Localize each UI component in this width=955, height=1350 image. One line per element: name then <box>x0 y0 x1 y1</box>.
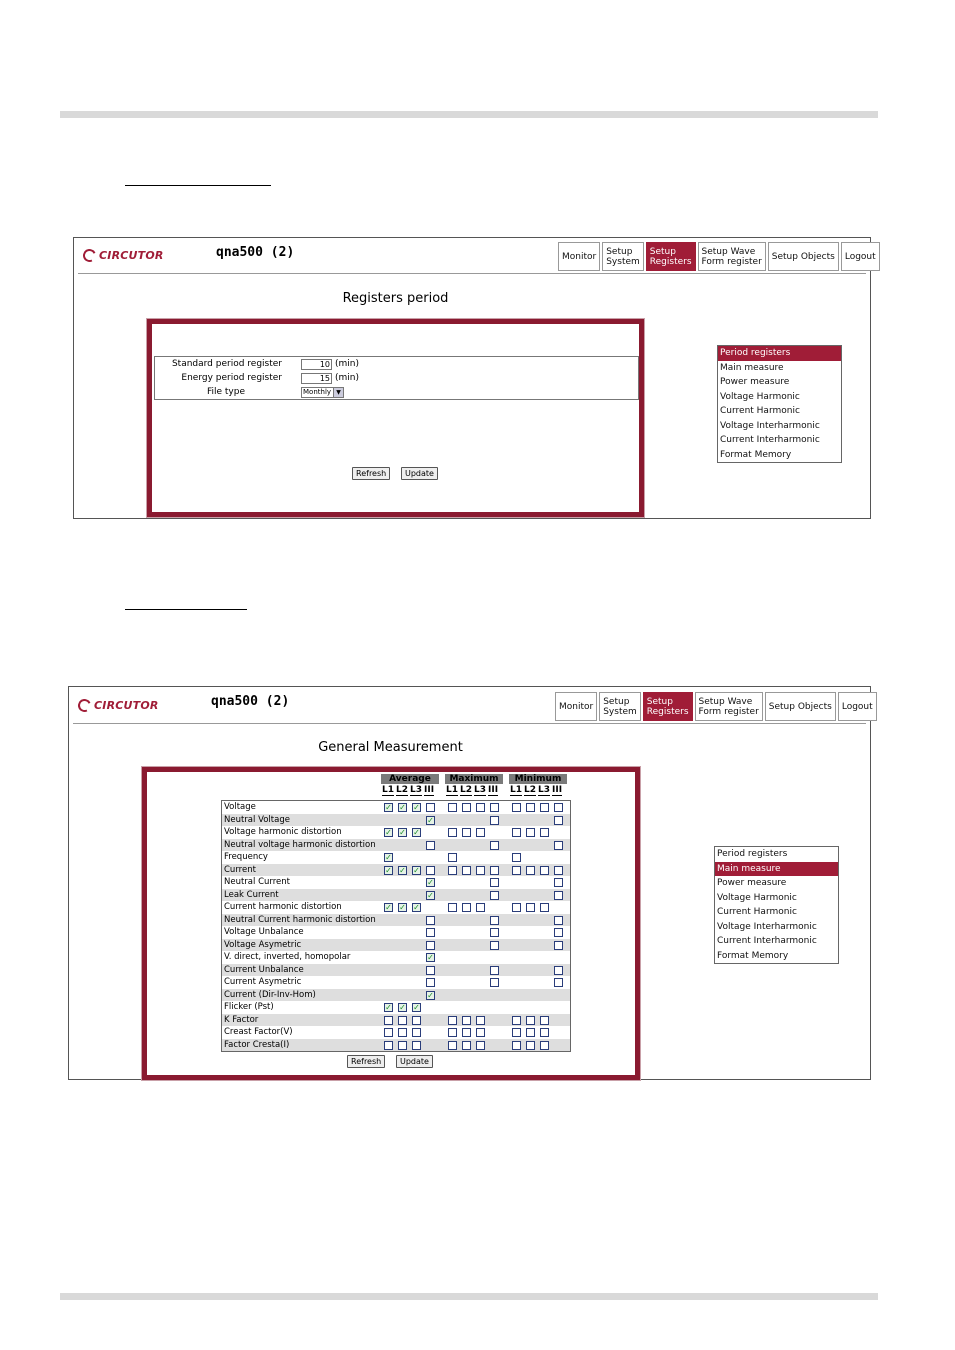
measurement-label: Voltage Unbalance <box>224 927 304 937</box>
checkbox-unchecked[interactable] <box>426 966 435 975</box>
measurement-label: Neutral voltage harmonic distortion <box>224 839 376 850</box>
side-menu-item[interactable]: Current Harmonic <box>717 907 797 917</box>
checkbox-unchecked[interactable] <box>462 1028 471 1037</box>
checkbox-unchecked[interactable] <box>448 903 457 912</box>
checkbox-checked[interactable]: ✓ <box>399 865 406 875</box>
checkbox-unchecked[interactable] <box>426 978 435 987</box>
column-header: L3 <box>538 785 550 795</box>
measurement-table <box>221 800 571 1052</box>
checkbox-unchecked[interactable] <box>554 866 563 875</box>
standard-period-label: Standard period register <box>171 359 282 369</box>
header-divider <box>73 723 866 724</box>
checkbox-unchecked[interactable] <box>448 1016 457 1025</box>
checkbox-unchecked[interactable] <box>526 866 535 875</box>
measurement-row <box>222 1026 570 1039</box>
standard-period-row <box>155 359 635 371</box>
checkbox-unchecked[interactable] <box>476 803 485 812</box>
checkbox-unchecked[interactable] <box>540 1041 549 1050</box>
checkbox-unchecked[interactable] <box>412 1041 421 1050</box>
top-nav <box>555 692 877 721</box>
screenshot-registers-period <box>73 237 876 519</box>
nav-setup-system-button[interactable]: Setup System <box>602 242 644 271</box>
side-menu-item[interactable]: Power measure <box>717 878 787 888</box>
nav-setup-objects-button[interactable]: Setup Objects <box>765 692 836 721</box>
update-button[interactable]: Update <box>396 1055 433 1068</box>
measurement-row <box>222 964 570 977</box>
measurement-row <box>222 1039 570 1052</box>
checkbox-unchecked[interactable] <box>512 853 521 862</box>
measurement-row <box>222 839 570 852</box>
measurement-label: Leak Current <box>224 889 279 900</box>
side-menu-item[interactable]: Power measure <box>720 377 790 387</box>
standard-period-input[interactable]: 10 <box>301 359 332 370</box>
checkbox-unchecked[interactable] <box>462 1016 471 1025</box>
group-header-average: Average <box>381 774 439 784</box>
measurement-label: Voltage harmonic distortion <box>224 827 342 837</box>
checkbox-checked[interactable]: ✓ <box>385 828 392 837</box>
column-header: III <box>488 785 499 795</box>
measurement-row <box>222 1001 570 1014</box>
checkbox-unchecked[interactable] <box>448 1041 457 1050</box>
measurement-row <box>222 914 570 927</box>
measurement-row <box>222 889 570 902</box>
energy-period-input[interactable]: 15 <box>301 373 332 384</box>
side-menu-item[interactable]: Current Interharmonic <box>717 936 817 946</box>
nav-logout-button[interactable]: Logout <box>838 692 877 721</box>
side-menu-item[interactable]: Current Harmonic <box>720 406 800 416</box>
checkbox-unchecked[interactable] <box>448 866 457 875</box>
side-menu-item[interactable]: Format Memory <box>717 950 789 961</box>
checkbox-unchecked[interactable] <box>554 966 563 975</box>
measurement-label: V. direct, inverted, homopolar <box>224 952 351 962</box>
side-menu-item[interactable]: Voltage Interharmonic <box>720 420 820 431</box>
checkbox-unchecked[interactable] <box>540 866 549 875</box>
checkbox-unchecked[interactable] <box>490 878 499 887</box>
checkbox-unchecked[interactable] <box>512 803 521 812</box>
measurement-label: Current harmonic distortion <box>224 902 342 912</box>
circutor-logo-icon <box>81 247 98 264</box>
checkbox-unchecked[interactable] <box>540 828 549 837</box>
file-type-label: File type <box>206 387 245 397</box>
checkbox-unchecked[interactable] <box>526 828 535 837</box>
side-menu-item[interactable]: Period registers <box>717 849 788 859</box>
checkbox-checked[interactable]: ✓ <box>427 878 434 887</box>
side-menu-item[interactable]: Main measure <box>720 362 784 373</box>
checkbox-unchecked[interactable] <box>540 803 549 812</box>
measurement-label: Current <box>224 864 256 875</box>
nav-setup-wave-form-register-button[interactable]: Setup Wave Form register <box>695 692 763 721</box>
measurement-label: Current Asymetric <box>224 977 302 987</box>
checkbox-unchecked[interactable] <box>426 941 435 950</box>
refresh-button[interactable]: Refresh <box>352 467 390 480</box>
measurement-row <box>222 926 570 939</box>
checkbox-unchecked[interactable] <box>384 1041 393 1050</box>
checkbox-unchecked[interactable] <box>526 1041 535 1050</box>
checkbox-checked[interactable]: ✓ <box>413 865 420 875</box>
column-header: III <box>424 785 435 795</box>
checkbox-checked[interactable]: ✓ <box>385 865 392 875</box>
checkbox-checked[interactable]: ✓ <box>413 828 420 837</box>
column-header: L1 <box>382 785 394 795</box>
nav-setup-objects-button[interactable]: Setup Objects <box>768 242 839 271</box>
checkbox-unchecked[interactable] <box>448 803 457 812</box>
standard-period-unit: (min) <box>335 359 359 369</box>
measurement-label: Current Unbalance <box>224 964 304 975</box>
checkbox-unchecked[interactable] <box>448 1028 457 1037</box>
checkbox-checked[interactable]: ✓ <box>413 1003 420 1012</box>
measurement-label: Frequency <box>224 852 268 862</box>
side-menu-item[interactable]: Format Memory <box>720 449 792 460</box>
device-title: qna500 (2) <box>211 694 290 709</box>
checkbox-unchecked[interactable] <box>476 1041 485 1050</box>
side-menu-item[interactable]: Voltage Harmonic <box>717 892 797 903</box>
page-title: Registers period <box>342 291 449 306</box>
checkbox-unchecked[interactable] <box>554 916 563 925</box>
file-type-row <box>155 387 635 399</box>
checkbox-unchecked[interactable] <box>448 828 457 837</box>
measurement-row <box>222 951 570 964</box>
energy-period-row <box>155 373 635 385</box>
column-header: L3 <box>410 785 422 795</box>
chevron-down-icon: ▼ <box>333 388 343 397</box>
checkbox-checked[interactable]: ✓ <box>399 1003 406 1012</box>
column-header: L2 <box>460 785 472 795</box>
checkbox-unchecked[interactable] <box>426 916 435 925</box>
measurement-label: Creast Factor(V) <box>224 1027 293 1037</box>
checkbox-unchecked[interactable] <box>554 978 563 987</box>
checkbox-checked[interactable]: ✓ <box>385 803 392 812</box>
column-header: L1 <box>446 785 458 795</box>
period-form <box>154 356 639 400</box>
checkbox-unchecked[interactable] <box>462 903 471 912</box>
circutor-logo: CIRCUTOR <box>83 249 164 262</box>
measurement-label: Voltage <box>224 802 256 812</box>
measurement-label: Neutral Voltage <box>224 814 290 825</box>
checkbox-unchecked[interactable] <box>554 878 563 887</box>
checkbox-unchecked[interactable] <box>490 841 499 850</box>
checkbox-unchecked[interactable] <box>384 1016 393 1025</box>
top-nav <box>558 242 880 271</box>
checkbox-unchecked[interactable] <box>476 1028 485 1037</box>
measurement-row <box>222 901 570 914</box>
checkbox-unchecked[interactable] <box>554 891 563 900</box>
checkbox-unchecked[interactable] <box>490 866 499 875</box>
checkbox-checked[interactable]: ✓ <box>385 903 392 912</box>
checkbox-checked[interactable]: ✓ <box>427 815 434 825</box>
column-header: L2 <box>396 785 408 795</box>
top-rule <box>60 111 878 118</box>
checkbox-unchecked[interactable] <box>540 1016 549 1025</box>
checkbox-checked[interactable]: ✓ <box>399 903 406 912</box>
checkbox-unchecked[interactable] <box>490 816 499 825</box>
measurement-label: Flicker (Pst) <box>224 1002 274 1012</box>
checkbox-unchecked[interactable] <box>554 841 563 850</box>
energy-period-label: Energy period register <box>181 373 282 383</box>
checkbox-unchecked[interactable] <box>490 891 499 900</box>
checkbox-unchecked[interactable] <box>462 866 471 875</box>
side-menu <box>717 345 842 463</box>
registers-period-panel <box>147 319 644 517</box>
screenshot-general-measurement <box>68 686 871 1080</box>
checkbox-checked[interactable]: ✓ <box>427 990 434 1000</box>
nav-monitor-button[interactable]: Monitor <box>558 242 600 271</box>
measurement-row <box>222 1014 570 1027</box>
refresh-button[interactable]: Refresh <box>347 1055 385 1068</box>
energy-period-unit: (min) <box>335 373 359 383</box>
checkbox-unchecked[interactable] <box>512 828 521 837</box>
checkbox-unchecked[interactable] <box>426 841 435 850</box>
checkbox-unchecked[interactable] <box>462 803 471 812</box>
checkbox-checked[interactable]: ✓ <box>413 803 420 812</box>
file-type-select[interactable] <box>301 387 344 398</box>
checkbox-unchecked[interactable] <box>512 866 521 875</box>
checkbox-unchecked[interactable] <box>540 903 549 912</box>
checkbox-checked[interactable]: ✓ <box>427 953 434 962</box>
checkbox-unchecked[interactable] <box>384 1028 393 1037</box>
column-header: III <box>552 785 563 795</box>
measurement-row <box>222 801 570 814</box>
checkbox-checked[interactable]: ✓ <box>385 853 392 862</box>
nav-setup-registers-button[interactable]: Setup Registers <box>646 242 696 271</box>
checkbox-unchecked[interactable] <box>512 1028 521 1037</box>
measurement-label: Neutral Current <box>224 877 290 887</box>
checkbox-unchecked[interactable] <box>540 1028 549 1037</box>
update-button[interactable]: Update <box>401 467 438 480</box>
checkbox-unchecked[interactable] <box>398 1016 407 1025</box>
checkbox-unchecked[interactable] <box>476 866 485 875</box>
circutor-logo: CIRCUTOR <box>78 699 159 712</box>
checkbox-unchecked[interactable] <box>398 1041 407 1050</box>
checkbox-unchecked[interactable] <box>398 1028 407 1037</box>
checkbox-checked[interactable]: ✓ <box>413 903 420 912</box>
checkbox-checked[interactable]: ✓ <box>399 828 406 837</box>
checkbox-unchecked[interactable] <box>512 903 521 912</box>
checkbox-unchecked[interactable] <box>448 853 457 862</box>
nav-logout-button[interactable]: Logout <box>841 242 880 271</box>
measurement-label: K Factor <box>224 1014 259 1025</box>
checkbox-unchecked[interactable] <box>476 1016 485 1025</box>
nav-setup-wave-form-register-button[interactable]: Setup Wave Form register <box>698 242 766 271</box>
side-menu-item[interactable]: Main measure <box>715 862 838 877</box>
nav-setup-system-button[interactable]: Setup System <box>599 692 641 721</box>
side-menu <box>714 846 839 964</box>
file-type-value: Monthly <box>303 388 332 396</box>
checkbox-unchecked[interactable] <box>412 1028 421 1037</box>
checkbox-unchecked[interactable] <box>426 866 435 875</box>
circutor-logo-icon <box>76 697 93 714</box>
column-header: L2 <box>524 785 536 795</box>
group-header-maximum: Maximum <box>445 774 503 784</box>
checkbox-unchecked[interactable] <box>426 803 435 812</box>
measurement-label: Voltage Asymetric <box>224 939 302 950</box>
checkbox-unchecked[interactable] <box>526 903 535 912</box>
general-measurement-panel <box>142 767 640 1080</box>
checkbox-unchecked[interactable] <box>526 1016 535 1025</box>
measurement-row <box>222 864 570 877</box>
column-header: L1 <box>510 785 522 795</box>
measurement-row <box>222 976 570 989</box>
measurement-row <box>222 876 570 889</box>
side-menu-item[interactable]: Period registers <box>718 346 841 361</box>
bottom-rule <box>60 1293 878 1300</box>
checkbox-unchecked[interactable] <box>512 1041 521 1050</box>
checkbox-unchecked[interactable] <box>554 803 563 812</box>
checkbox-unchecked[interactable] <box>554 816 563 825</box>
section-heading-underline-1 <box>125 185 271 186</box>
measurement-label: Current (Dir-Inv-Hom) <box>224 989 316 1000</box>
checkbox-unchecked[interactable] <box>526 803 535 812</box>
checkbox-unchecked[interactable] <box>490 916 499 925</box>
checkbox-unchecked[interactable] <box>490 928 499 937</box>
device-title: qna500 (2) <box>216 245 295 260</box>
nav-monitor-button[interactable]: Monitor <box>555 692 597 721</box>
measurement-row <box>222 939 570 952</box>
checkbox-unchecked[interactable] <box>490 966 499 975</box>
header-divider <box>78 273 866 274</box>
checkbox-unchecked[interactable] <box>490 978 499 987</box>
measurement-row <box>222 826 570 839</box>
checkbox-checked[interactable]: ✓ <box>427 890 434 900</box>
side-menu-item[interactable]: Current Interharmonic <box>720 435 820 445</box>
checkbox-unchecked[interactable] <box>476 828 485 837</box>
checkbox-checked[interactable]: ✓ <box>399 803 406 812</box>
measurement-row <box>222 989 570 1002</box>
checkbox-unchecked[interactable] <box>476 903 485 912</box>
checkbox-unchecked[interactable] <box>490 941 499 950</box>
checkbox-unchecked[interactable] <box>554 941 563 950</box>
side-menu-item[interactable]: Voltage Interharmonic <box>717 921 817 932</box>
checkbox-checked[interactable]: ✓ <box>385 1003 392 1012</box>
checkbox-unchecked[interactable] <box>462 1041 471 1050</box>
side-menu-item[interactable]: Voltage Harmonic <box>720 391 800 402</box>
checkbox-unchecked[interactable] <box>412 1016 421 1025</box>
section-heading-underline-2 <box>125 609 247 610</box>
measurement-grid <box>217 774 572 1054</box>
checkbox-unchecked[interactable] <box>462 828 471 837</box>
checkbox-unchecked[interactable] <box>512 1016 521 1025</box>
group-header-minimum: Minimum <box>509 774 567 784</box>
measurement-label: Factor Cresta(I) <box>224 1039 290 1050</box>
checkbox-unchecked[interactable] <box>490 803 499 812</box>
nav-setup-registers-button[interactable]: Setup Registers <box>643 692 693 721</box>
measurement-row <box>222 851 570 864</box>
page-title: General Measurement <box>318 740 463 755</box>
measurement-row <box>222 814 570 827</box>
checkbox-unchecked[interactable] <box>526 1028 535 1037</box>
checkbox-unchecked[interactable] <box>554 928 563 937</box>
checkbox-unchecked[interactable] <box>426 928 435 937</box>
column-header: L3 <box>474 785 486 795</box>
measurement-label: Neutral Current harmonic distortion <box>224 914 376 925</box>
